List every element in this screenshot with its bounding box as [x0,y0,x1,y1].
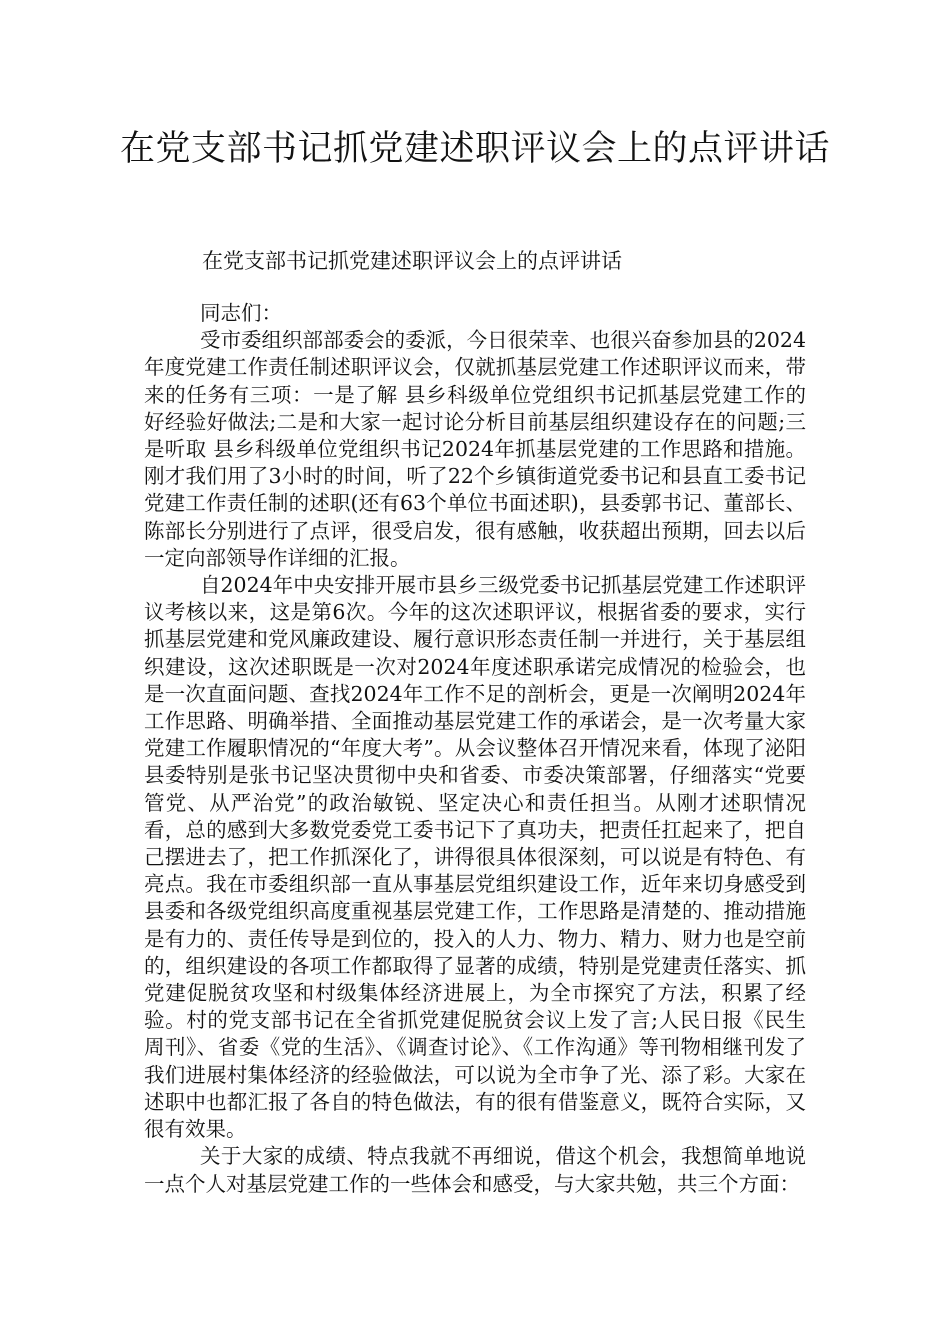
document-body [144,300,806,1198]
document-subtitle: 在党支部书记抓党建述职评议会上的点评讲话 [202,249,622,273]
paragraph-2: 自2024年中央安排开展市县乡三级党委书记抓基层党建工作述职评议考核以来，这是第6次。今年的这次述职评议，根据省委的要求，实行抓基层党建和党风廉政建设、履行意识形态责任制一并进行，关于基层组织建设，这次述职既是一次对2024年度述职承诺完成情况的检验会，也是一次直面问题、查找2024年工作不足的剖析会，更是一次阐明2024年工作思路、明确举措、全面推动基层党建工作的承诺会，是一次考量大家党建工作履职情况的“年度大考”。从会议整体召开情况来看，体现了泌阳县委特别是张书记坚决贯彻中央和省委、市委决策部署，仔细落实“党要管党、从严治党”的政治敏锐、坚定决心和责任担当。从刚才述职情况看，总的感到大多数党委党工委书记下了真功夫，把责任扛起来了，把自己摆进去了，把工作抓深化了，讲得很具体很深刻，可以说是有特色、有亮点。我在市委组织部一直从事基层党组织建设工作，近年来切身感受到县委和各级党组织高度重视基层党建工作，工作思路是清楚的、推动措施是有力的、责任传导是到位的，投入的人力、物力、精力、财力也是空前的，组织建设的各项工作都取得了显著的成绩，特别是党建责任落实、抓党建促脱贫攻坚和村级集体经济进展上，为全市探究了方法，积累了经验。村的党支部书记在全省抓党建促脱贫会议上发了言;人民日报《民生周刊》、省委《党的生活》、《调查讨论》、《工作沟通》等刊物相继刊发了我们进展村集体经济的经验做法，可以说为全市争了光、添了彩。大家在述职中也都汇报了各自的特色做法，有的很有借鉴意义，既符合实际，又很有效果。 [144,573,806,1142]
paragraph-3: 关于大家的成绩、特点我就不再细说，借这个机会，我想简单地说一点个人对基层党建工作的一些体会和感受，与大家共勉，共三个方面： [144,1144,806,1196]
paragraph-1: 受市委组织部部委会的委派，今日很荣幸、也很兴奋参加县的2024年度党建工作责任制述职评议会，仅就抓基层党建工作述职评议而来，带来的任务有三项：一是了解 县乡科级单位党组织书记抓基层党建工作的好经验好做法;二是和大家一起讨论分析目前基层组织建设存在的问题;三是听取 县乡科级单位党组织书记2024年抓基层党建的工作思路和措施。刚才我们用了3小时的时间，听了22个乡镇街道党委书记和县直工委书记党建工作责任制的述职(还有63个单位书面述职)，县委郭书记、董部长、陈部长分别进行了点评，很受启发，很有感触，收获超出预期，回去以后一定向部领导作详细的汇报。 [144,328,806,570]
document-title: 在党支部书记抓党建述职评议会上的点评讲话 [120,129,831,169]
salutation: 同志们： [200,301,282,325]
